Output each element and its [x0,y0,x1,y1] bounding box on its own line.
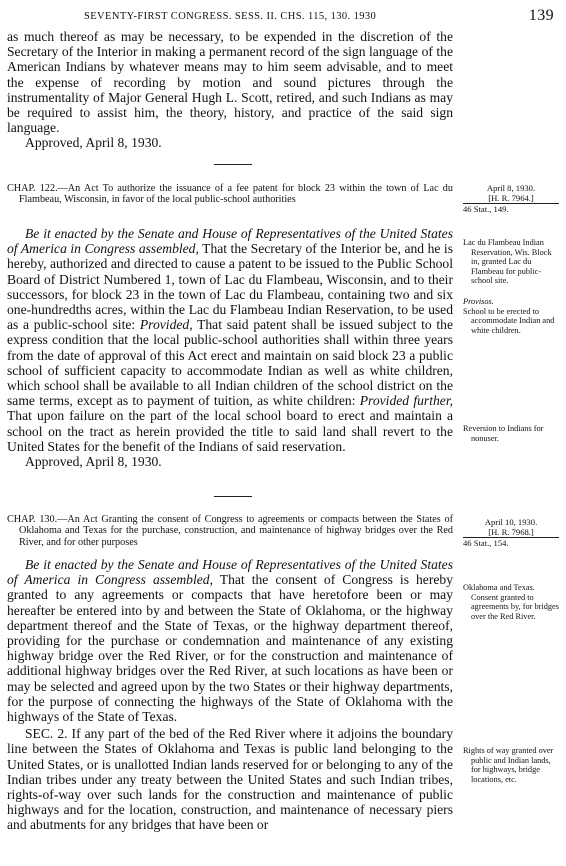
chapter-122-body [7,226,453,469]
body-text: That upon failure on the part of the local school board to erect and maintain a school on the tract as herein provided the title to said land shall revert to the United States for the benefit of the Indians of said reservation. [7,408,453,454]
chapter-122-bill: [H. R. 7964.] [463,193,559,204]
proviso-label: Provided, [139,317,193,333]
chapter-122-heading [7,183,453,206]
page-number: 139 [528,7,554,24]
chapter-122-approved: Approved, April 8, 1930. [25,454,162,470]
running-title: SEVENTY-FIRST CONGRESS. SESS. II. CHS. 115, 130. 1930 [84,11,377,22]
margin-note [463,238,559,286]
top-block-approved: Approved, April 8, 1930. [25,135,162,151]
enacting-clause: Be it enacted by the Senate and House of Representatives of the United States of America in Congress assembled, [7,226,453,257]
chapter-122-stat: 46 Stat., 149. [463,204,509,215]
chapter-122-date: April 8, 1930. [486,183,536,193]
chapter-130-heading [7,514,453,548]
chapter-130-bill: [H. R. 7968.] [463,527,559,538]
chapter-122-reference [463,183,559,215]
margin-note [463,746,559,784]
margin-note-text: Lac du Flambeau Indian Reservation, Wis. Block in, granted Lac du Flambeau for public-school site. [463,238,552,286]
margin-note [463,297,559,335]
chapter-130-date: April 10, 1930. [484,517,538,527]
top-block-text: as much thereof as may be necessary, to be expended in the discretion of the Secretary of the Interior in making a permanent record of the sign language of the American Indians by whatever means may to him seem advisable, and to meet the expense of recording by motion and sound pictures through the instrumentality of Major General Hugh L. Scott, retired, and such Indians as may be required to assist him, the theory, history, and practice of the said sign language. [7,29,453,136]
section-2-paragraph [7,726,453,832]
margin-note [463,583,559,621]
margin-note-text: School to be erected to accommodate Indian and white children. [463,306,555,335]
body-text: That said patent shall be issued subject to the express condition that the local public-school authorities shall within three years from the date of approval of this Act erect and maintain on said block 23 a public school of sufficient capacity to accommodate Indian as well as white children, which school shall be available to all Indian children of the school district on the same terms, except as to payment of tuition, as white children: [7,317,453,409]
chapter-130-reference [463,517,559,549]
section-divider [214,496,252,497]
chapter-130-paragraph [7,557,453,724]
margin-note-text: Rights of way granted over public and Indian lands, for highways, bridge locations, etc. [463,746,554,784]
section-label: SEC. 2. [25,726,68,742]
chapter-122-heading-text: CHAP. 122.—An Act To authorize the issuance of a fee patent for block 23 within the town of Lac du Flambeau, Wisconsin, in favor of the local public-school authorities [7,183,453,206]
body-text: That the Secretary of the Interior be, and he is hereby, authorized and directed to cause a patent to be issued to the Public School Board of District Numbered 1, town of Lac du Flambeau, Wisconsin, and to their successors, for block 23 in the town of Lac du Flambeau, containing two and six one-hundredths acres, within the Lac du Flambeau Indian Reservation, to be used as a public-school site: [7,241,453,333]
page-header [0,7,566,25]
body-text: If any part of the bed of the Red River where it adjoins the boundary line between the States of Oklahoma and Texas is public land belonging to the United States, or is unallotted Indian lands reserved for or belonging to any of the Indian tribes under any treaty between the United States and such Indian tribes, rights-of-way over such lands for the construction and maintenance of public highways and for the location, construction, and maintenance of necessary piers and abutments for any bridges that have been or [7,726,453,833]
chapter-130-body [7,557,453,833]
enacting-clause: Be it enacted by the Senate and House of Representatives of the United States of America in Congress assembled, [7,557,453,588]
section-divider [214,164,252,165]
chapter-130-stat: 46 Stat., 154. [463,538,509,549]
top-block [7,29,453,151]
margin-note [463,424,559,443]
body-text: That the consent of Congress is hereby granted to any agreements or compacts that have heretofore been or may hereafter be entered into by and between the State of Oklahoma, or the highway department thereof and the State of Texas, or the highway department thereof, providing for the purchase or condemnation and maintenance of any existing highway bridge over the Red River, or for the construction and maintenance of additional highway bridges over the Red River, at such locations as have been or may be selected and agreed upon by the two States or their highway departments, for the purpose of connecting the highways of the State of Oklahoma with the highways of the State of Texas. [7,572,453,725]
margin-note-text: Oklahoma and Texas. Consent granted to agreements by, for bridges over the Red River. [463,583,559,621]
margin-note-text: Reversion to Indians for nonuser. [463,424,544,443]
chapter-122-paragraph [7,226,453,454]
chapter-130-heading-text: CHAP. 130.—An Act Granting the consent of Congress to agreements or compacts between the States of Oklahoma and Texas for the purchase, construction, and maintenance of highway bridges over the Red River, and for other purposes [7,514,453,548]
margin-note-title: Provisos. [463,297,494,306]
proviso-label: Provided further, [359,393,453,409]
